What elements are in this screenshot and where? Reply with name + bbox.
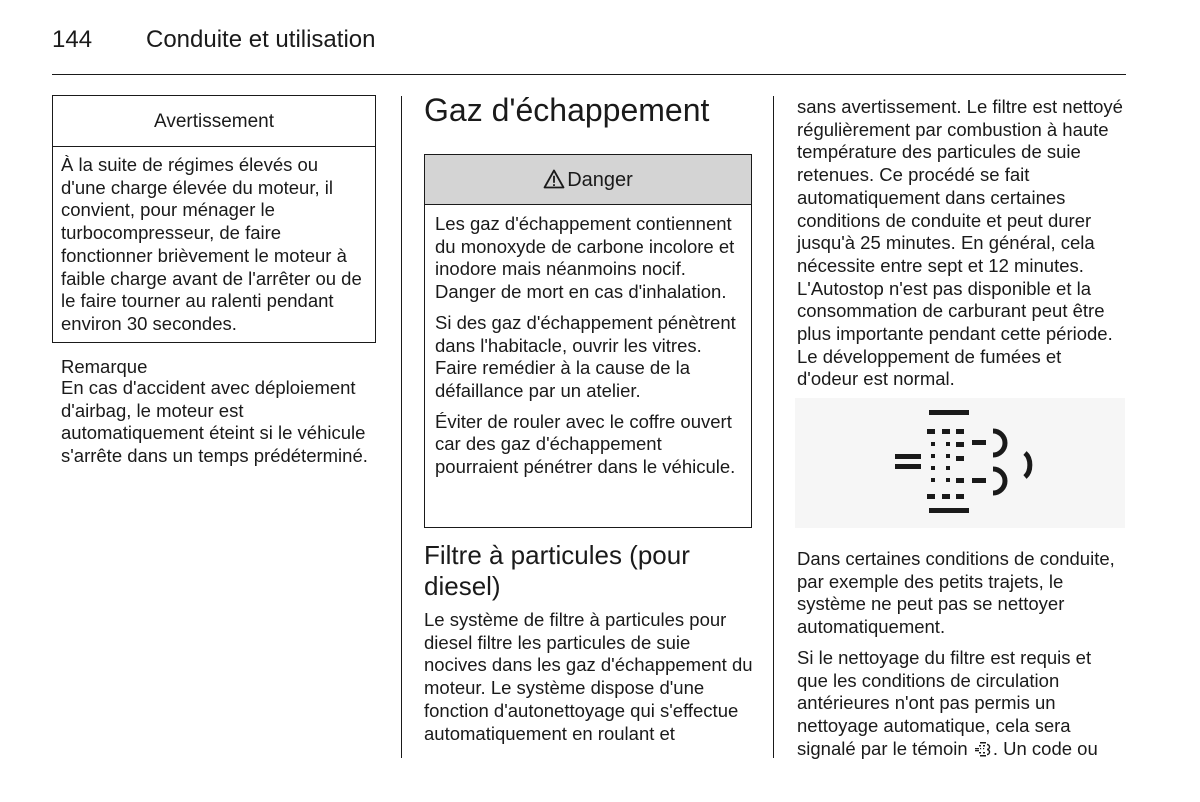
danger-paragraph: Les gaz d'échappement contiennent du monoxyde de carbone incolore et inodore mais néanmoins nocif. Danger de mort en cas d'inhalation.: [435, 213, 735, 303]
filter-intro-continued: sans avertissement. Le filtre est nettoyé régulièrement par combustion à haute température des particules de suie retenues. Ce procédé se fait automatiquement dans certaines conditions de conduite et peut durer jusqu'à 25 minutes. En général, cela nécessite entre sept et 12 minutes. L'Autostop n'est pas disponible et la consommation de carburant peut être plus importante pendant cette période. Le développement de fumées et d'odeur est normal.: [797, 96, 1123, 390]
inline-filter-warning-icon: [973, 740, 993, 763]
danger-paragraph: Éviter de rouler avec le coffre ouvert car des gaz d'échappement pourraient pénétrer dans le véhicule.: [435, 410, 736, 478]
remark-text: En cas d'accident avec déploiement d'airbag, le moteur est automatiquement éteint si le véhicule s'arrête dans un temps prédéterminé.: [61, 377, 368, 467]
cleaning-text-before-icon: Si le nettoyage du filtre est requis et que les conditions de circulation antérieures n'ont pas permis un nettoyage automatique, cela sera signalé par le témoin: [797, 646, 1092, 759]
diesel-particle-filter-icon: [795, 398, 1125, 528]
page-header: [52, 24, 1126, 64]
danger-paragraph: Si des gaz d'échappement pénètrent dans l'habitacle, ouvrir les vitres. Faire remédier à la cause de la défaillance par un atelier.: [435, 311, 736, 401]
danger-title: Danger: [567, 169, 633, 191]
warning-text: À la suite de régimes élevés ou d'une charge élevée du moteur, il convient, pour ménager le turbocompresseur, de faire fonctionner brièvement le moteur à faible charge avant de l'arrêter ou de le faire tourner au ralenti pendant environ 30 secondes.: [61, 154, 362, 334]
danger-box: [424, 154, 752, 528]
warning-triangle-icon: [543, 169, 565, 189]
danger-header: [425, 155, 751, 205]
warning-box: [52, 95, 376, 343]
cleaning-required-paragraph: [797, 647, 1125, 763]
column-divider-right: [773, 96, 774, 758]
remark-title: Remarque: [61, 356, 148, 377]
chapter-title: Conduite et utilisation: [146, 26, 376, 53]
cleaning-text-after-icon: . Un code ou: [992, 737, 1098, 759]
filter-intro-text: Le système de filtre à particules pour diesel filtre les particules de suie nocives dans les gaz d'échappement du moteur. Le système dispose d'une fonction d'autonettoyage qui s'effectue automatiquement en roulant et: [424, 609, 753, 744]
section-title-filter: Filtre à particules (pour diesel): [424, 540, 690, 601]
section-title-exhaust: Gaz d'échappement: [424, 92, 710, 128]
column-divider-left: [401, 96, 402, 758]
page-number: 144: [52, 26, 93, 53]
warning-title: Avertissement: [53, 96, 375, 147]
header-rule: [52, 74, 1126, 75]
diesel-particle-filter-icon-panel: [795, 398, 1125, 528]
danger-body: [425, 205, 751, 479]
filter-conditions-text: [797, 548, 1125, 770]
conditions-paragraph: Dans certaines conditions de conduite, par exemple des petits trajets, le système ne peut pas se nettoyer automatiquement.: [797, 548, 1115, 638]
